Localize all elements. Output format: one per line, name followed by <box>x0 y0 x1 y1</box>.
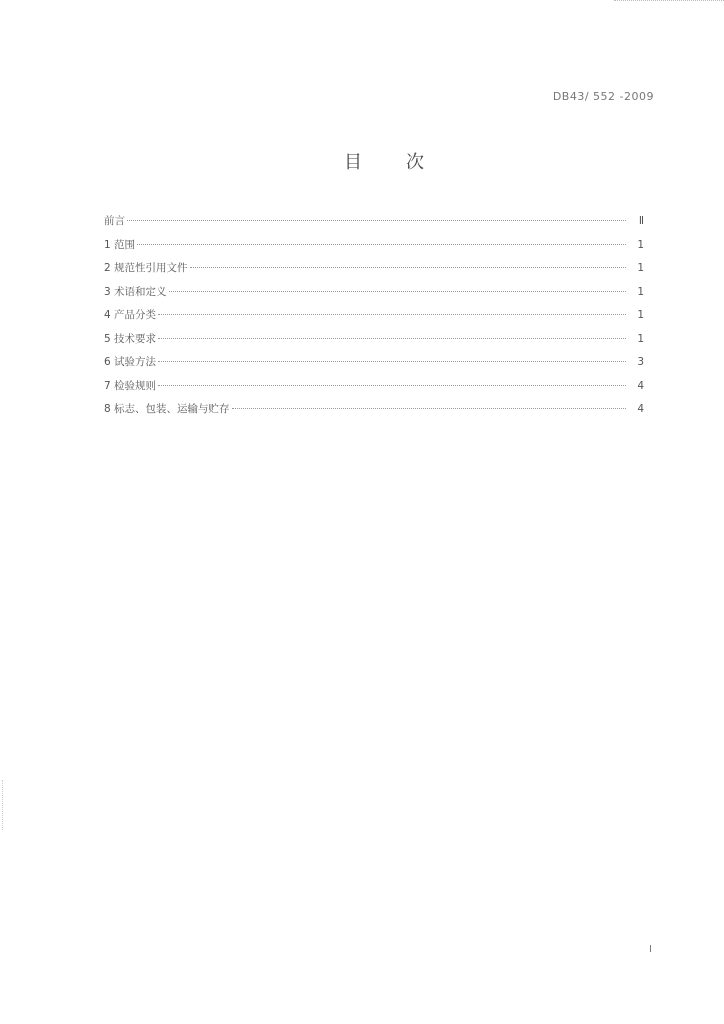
toc-entry-label: 7 检验规则 <box>104 379 157 392</box>
toc-entry-page: 1 <box>637 262 644 274</box>
toc-entry[interactable] <box>104 284 644 308</box>
toc-entry-page: Ⅱ <box>638 215 644 227</box>
toc-entry[interactable] <box>104 331 644 355</box>
toc-entry-page: 1 <box>637 332 644 345</box>
toc-entry-label: 6 试验方法 <box>104 356 157 368</box>
toc-leader-dots <box>158 361 626 362</box>
toc-leader-dots <box>158 314 626 315</box>
toc-entry[interactable] <box>104 213 644 237</box>
toc-leader-dots <box>158 338 626 339</box>
toc-entry[interactable] <box>104 354 644 378</box>
toc-entry-page: 3 <box>637 356 644 368</box>
toc-leader-dots <box>169 291 626 292</box>
toc-entry[interactable] <box>104 260 644 284</box>
toc-entry-page: 4 <box>637 379 644 392</box>
toc-entry-label: 3 术语和定义 <box>104 285 167 298</box>
page-number: Ⅰ <box>649 944 652 955</box>
toc-entry-label: 1 范围 <box>104 238 136 251</box>
toc-leader-dots <box>127 220 626 221</box>
toc-entry[interactable] <box>104 378 644 402</box>
page-title: 目次 <box>344 152 468 173</box>
toc-entry[interactable] <box>104 401 644 425</box>
scan-edge-mark <box>614 0 724 1</box>
toc-entry[interactable] <box>104 307 644 331</box>
toc-entry-page: 1 <box>637 238 644 251</box>
toc-entry-label: 前言 <box>104 215 125 227</box>
toc-leader-dots <box>232 408 626 409</box>
toc-entry-label: 4 产品分类 <box>104 309 157 321</box>
toc-leader-dots <box>190 267 626 268</box>
table-of-contents <box>104 213 644 425</box>
toc-entry-label: 5 技术要求 <box>104 332 157 345</box>
toc-leader-dots <box>158 385 626 386</box>
toc-leader-dots <box>137 244 626 245</box>
toc-entry-label: 8 标志、包装、运输与贮存 <box>104 403 230 415</box>
toc-entry-page: 1 <box>637 285 644 298</box>
toc-entry-label: 2 规范性引用文件 <box>104 262 188 274</box>
scan-edge-mark <box>2 780 3 830</box>
toc-entry[interactable] <box>104 237 644 261</box>
standard-code: DB43/ 552 -2009 <box>552 90 654 103</box>
toc-entry-page: 1 <box>637 309 644 321</box>
toc-entry-page: 4 <box>637 403 644 415</box>
